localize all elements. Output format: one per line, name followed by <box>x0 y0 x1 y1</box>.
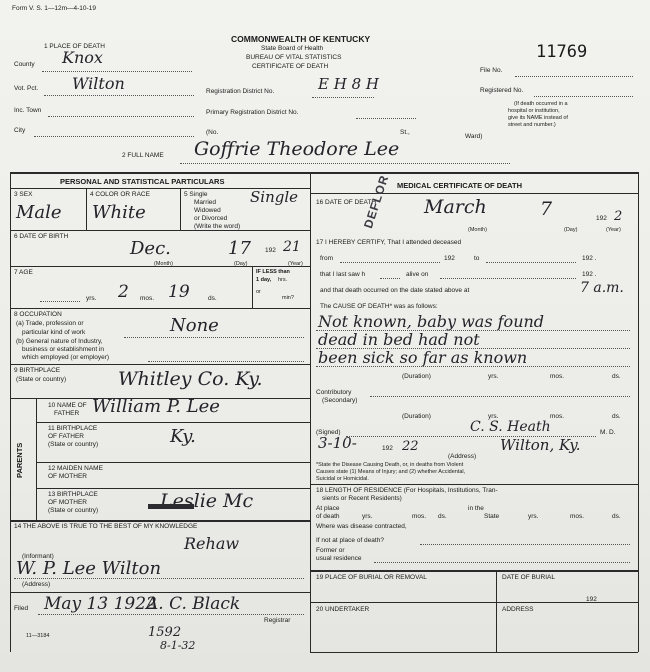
city-label: City <box>14 127 26 134</box>
registrar-name: A. C. Black <box>146 594 241 614</box>
residence-mos: mos. <box>412 513 427 520</box>
age-mos-label: mos. <box>140 295 155 302</box>
bottom-note-2: 8-1-32 <box>160 639 196 652</box>
from-label: from <box>320 255 333 262</box>
md-label: M. D. <box>600 429 616 436</box>
color-race-label: 4 COLOR OR RACE <box>90 191 150 198</box>
address-value: Rehaw <box>184 534 240 553</box>
write-word-label: (Write the word) <box>194 223 241 230</box>
state-board: State Board of Health <box>261 45 324 52</box>
min-label: min? <box>282 295 294 301</box>
duration-2-mos: mos. <box>550 413 565 420</box>
age-ds-label: ds. <box>208 295 217 302</box>
race-value: White <box>92 202 146 223</box>
hospital-note-2: hospital or institution, <box>508 108 560 114</box>
dod-year-label: (Year) <box>606 227 621 233</box>
day-hrs-label: 1 day, <box>256 277 272 283</box>
place-of-death-label: 1 PLACE OF DEATH <box>44 43 105 50</box>
signed-by: C. S. Heath <box>470 419 551 435</box>
filed-label: Filed <box>14 605 29 612</box>
deflor-stamp: DEFLOR <box>361 173 392 231</box>
medical-header: MEDICAL CERTIFICATE OF DEATH <box>397 181 522 190</box>
dod-month: March <box>424 196 487 218</box>
county-value: Knox <box>62 48 103 67</box>
occupation-b1: (b) General nature of Industry, <box>16 338 103 345</box>
st-label: St., <box>400 129 410 136</box>
length-residence-2: sients or Recent Residents) <box>322 495 402 502</box>
secondary-label: (Secondary) <box>322 397 358 404</box>
dod-year-prefix: 192 <box>596 215 607 222</box>
bureau: BUREAU OF VITAL STATISTICS <box>246 54 342 61</box>
father-birthplace-value: Ky. <box>170 426 196 447</box>
signed-address-label: (Address) <box>448 453 477 460</box>
mother-birthplace-value: Leslie Mc <box>160 490 254 512</box>
file-no-label: File No. <box>480 67 503 74</box>
signed-date: 3-10- <box>318 434 357 452</box>
age-label: 7 AGE <box>14 269 33 276</box>
where-contracted-1: Where was disease contracted, <box>316 523 407 530</box>
state-title: COMMONWEALTH OF KENTUCKY <box>231 34 371 44</box>
ward-label: Ward) <box>465 133 483 140</box>
registrar-label: Registrar <box>264 617 291 624</box>
at-place-2: of death <box>316 513 340 520</box>
cause-line-3: been sick so far as known <box>318 348 528 367</box>
residence-state: State <box>484 513 500 520</box>
dob-day: 17 <box>228 238 251 259</box>
widowed-label: Widowed <box>194 207 221 214</box>
form-number: Form V. S. 1—12m—4-10-19 <box>12 5 96 12</box>
father-state-label: (State or country) <box>48 441 99 448</box>
dob-year: 21 <box>283 239 301 255</box>
occupation-b3: which employed (or employer) <box>22 354 110 361</box>
parents-label: PARENTS <box>15 442 24 478</box>
burial-label: 19 PLACE OF BURIAL OR REMOVAL <box>316 574 427 581</box>
sex-value: Male <box>16 202 62 223</box>
birthplace-label: 9 BIRTHPLACE <box>14 367 61 374</box>
marital-value: Single <box>250 188 299 206</box>
alive-year: 192 . <box>582 271 597 278</box>
alive-on-label: alive on <box>406 271 429 278</box>
dod-day-label: (Day) <box>564 227 578 233</box>
dod-year: 2 <box>614 209 623 224</box>
state-disease-1: *State the Disease Causing Death, or, in deaths from Violent <box>316 462 464 468</box>
cause-of-death-label: The CAUSE OF DEATH* was as follows: <box>320 303 438 310</box>
bottom-note-1: 1592 <box>148 625 182 640</box>
residence-yrs: yrs. <box>362 513 373 520</box>
registered-no-label: Registered No. <box>480 87 524 94</box>
age-yrs-label: yrs. <box>86 295 97 302</box>
maiden-name-label: 12 MAIDEN NAME <box>48 465 103 472</box>
death-occurred-label: and that death occurred on the date stated above at <box>320 287 470 294</box>
cause-line-1: Not known, baby was found <box>318 312 545 331</box>
filed-date: May 13 1922 <box>44 594 157 614</box>
dob-month-label: (Month) <box>154 261 173 267</box>
last-saw-label: that I last saw h <box>320 271 366 278</box>
dod-day: 7 <box>540 198 553 220</box>
reg-district-label: Registration District No. <box>206 88 275 95</box>
mother-birthplace-label: 13 BIRTHPLACE <box>48 491 98 498</box>
undertaker-label: 20 UNDERTAKER <box>316 606 370 613</box>
hospital-note-4: street and number.) <box>508 122 556 128</box>
duration-1-mos: mos. <box>550 373 565 380</box>
dob-month: Dec. <box>130 238 171 259</box>
duration-1-yrs: yrs. <box>488 373 499 380</box>
at-place-1: At place <box>316 505 340 512</box>
sex-label: 3 SEX <box>14 191 33 198</box>
date-of-burial-label: DATE OF BURIAL <box>502 574 555 581</box>
dob-year-label: (Year) <box>288 261 303 267</box>
of-father-label: OF FATHER <box>48 433 84 440</box>
hrs-label: hrs. <box>278 277 288 283</box>
dob-label: 6 DATE OF BIRTH <box>14 233 69 240</box>
age-days: 19 <box>168 282 190 302</box>
occupation-b2: business or establishment in <box>22 346 105 353</box>
father-birthplace-label: 11 BIRTHPLACE <box>48 425 98 432</box>
full-name-value: Goffrie Theodore Lee <box>194 138 400 160</box>
state-disease-2: Causes state (1) Means of Injury; and (2) whether Accidental, <box>316 469 466 475</box>
age-months: 2 <box>118 282 129 302</box>
father-label: FATHER <box>54 410 80 417</box>
if-less-label: IF LESS than <box>256 269 290 275</box>
in-the-label: in the <box>468 505 484 512</box>
time-of-death: 7 a.m. <box>580 280 624 296</box>
file-number-stamp: 11769 <box>536 42 588 62</box>
full-name-label: 2 FULL NAME <box>122 152 164 159</box>
inc-town-label: Inc. Town <box>14 107 42 114</box>
informant-label: (Informant) <box>22 553 54 560</box>
no-label: (No. <box>206 129 219 136</box>
signed-place: Wilton, Ky. <box>500 436 581 454</box>
married-label: Married <box>194 199 217 206</box>
duration-2-yrs: yrs. <box>488 413 499 420</box>
duration-2-ds: ds. <box>612 413 621 420</box>
duration-1-ds: ds. <box>612 373 621 380</box>
single-label: 5 Single <box>184 191 208 198</box>
residence-ds: ds. <box>438 513 447 520</box>
personal-header: PERSONAL AND STATISTICAL PARTICULARS <box>60 177 225 186</box>
dod-month-label: (Month) <box>468 227 487 233</box>
from-year: 192 <box>444 255 455 262</box>
length-residence-1: 18 LENGTH OF RESIDENCE (For Hospitals, Institutions, Tran- <box>316 487 498 494</box>
address-caps-label: ADDRESS <box>502 606 534 613</box>
of-mother2-label: OF MOTHER <box>48 499 87 506</box>
where-contracted-2: If not at place of death? <box>316 537 384 544</box>
dob-day-label: (Day) <box>234 261 248 267</box>
duration-1: (Duration) <box>402 373 431 380</box>
certify-label: 17 I HEREBY CERTIFY, That I attended deceased <box>316 239 462 246</box>
former-2: usual residence <box>316 555 362 562</box>
certificate-title: CERTIFICATE OF DEATH <box>252 63 329 70</box>
birthplace-state-label: (State or country) <box>16 376 67 383</box>
occupation-value: None <box>170 315 219 336</box>
hospital-note-3: give its NAME instead of <box>508 115 568 121</box>
state-disease-3: Suicidal or Homicidal. <box>316 476 369 482</box>
divorced-label: or Divorced <box>194 215 228 222</box>
duration-2: (Duration) <box>402 413 431 420</box>
reg-district-value: E H 8 H <box>318 75 379 93</box>
vot-pct-label: Vot. Pct. <box>14 85 39 92</box>
signed-label: (Signed) <box>316 429 341 436</box>
to-label: to <box>474 255 480 262</box>
contributory-label: Contributory <box>316 389 352 396</box>
mother-state-label: (State or country) <box>48 507 99 514</box>
primary-reg-label: Primary Registration District No. <box>206 109 299 116</box>
hospital-note-1: (If death occurred in a <box>514 101 568 107</box>
of-mother-label: OF MOTHER <box>48 473 87 480</box>
informant-value: W. P. Lee Wilton <box>16 558 162 579</box>
vot-pct-value: Wilton <box>72 74 125 93</box>
or-label: or <box>256 289 261 295</box>
father-name-value: William P. Lee <box>92 396 220 417</box>
address-label: (Address) <box>22 581 51 588</box>
former-1: Former or <box>316 547 345 554</box>
signed-year-prefix: 192 <box>382 445 393 452</box>
county-label: County <box>14 61 35 68</box>
residence-state-ds: ds. <box>612 513 621 520</box>
true-statement: 14 THE ABOVE IS TRUE TO THE BEST OF MY KNOWLEDGE <box>14 523 198 530</box>
signed-year: 22 <box>402 439 419 454</box>
father-name-label: 10 NAME OF <box>48 402 87 409</box>
burial-year: 192 <box>586 596 597 603</box>
occupation-label: 8 OCCUPATION <box>14 311 62 318</box>
occupation-a1: (a) Trade, profession or <box>16 320 84 327</box>
residence-state-mos: mos. <box>570 513 585 520</box>
occupation-a2: particular kind of work <box>22 329 86 336</box>
residence-state-yrs: yrs. <box>528 513 539 520</box>
date-of-death-label: 16 DATE OF DEATH <box>316 199 377 206</box>
dob-year-prefix: 192 <box>265 247 276 254</box>
birthplace-value: Whitley Co. Ky. <box>118 368 263 390</box>
to-year: 192 . <box>582 255 597 262</box>
form-code: 11—3184 <box>26 633 50 639</box>
cause-line-2: dead in bed had not <box>318 330 480 349</box>
